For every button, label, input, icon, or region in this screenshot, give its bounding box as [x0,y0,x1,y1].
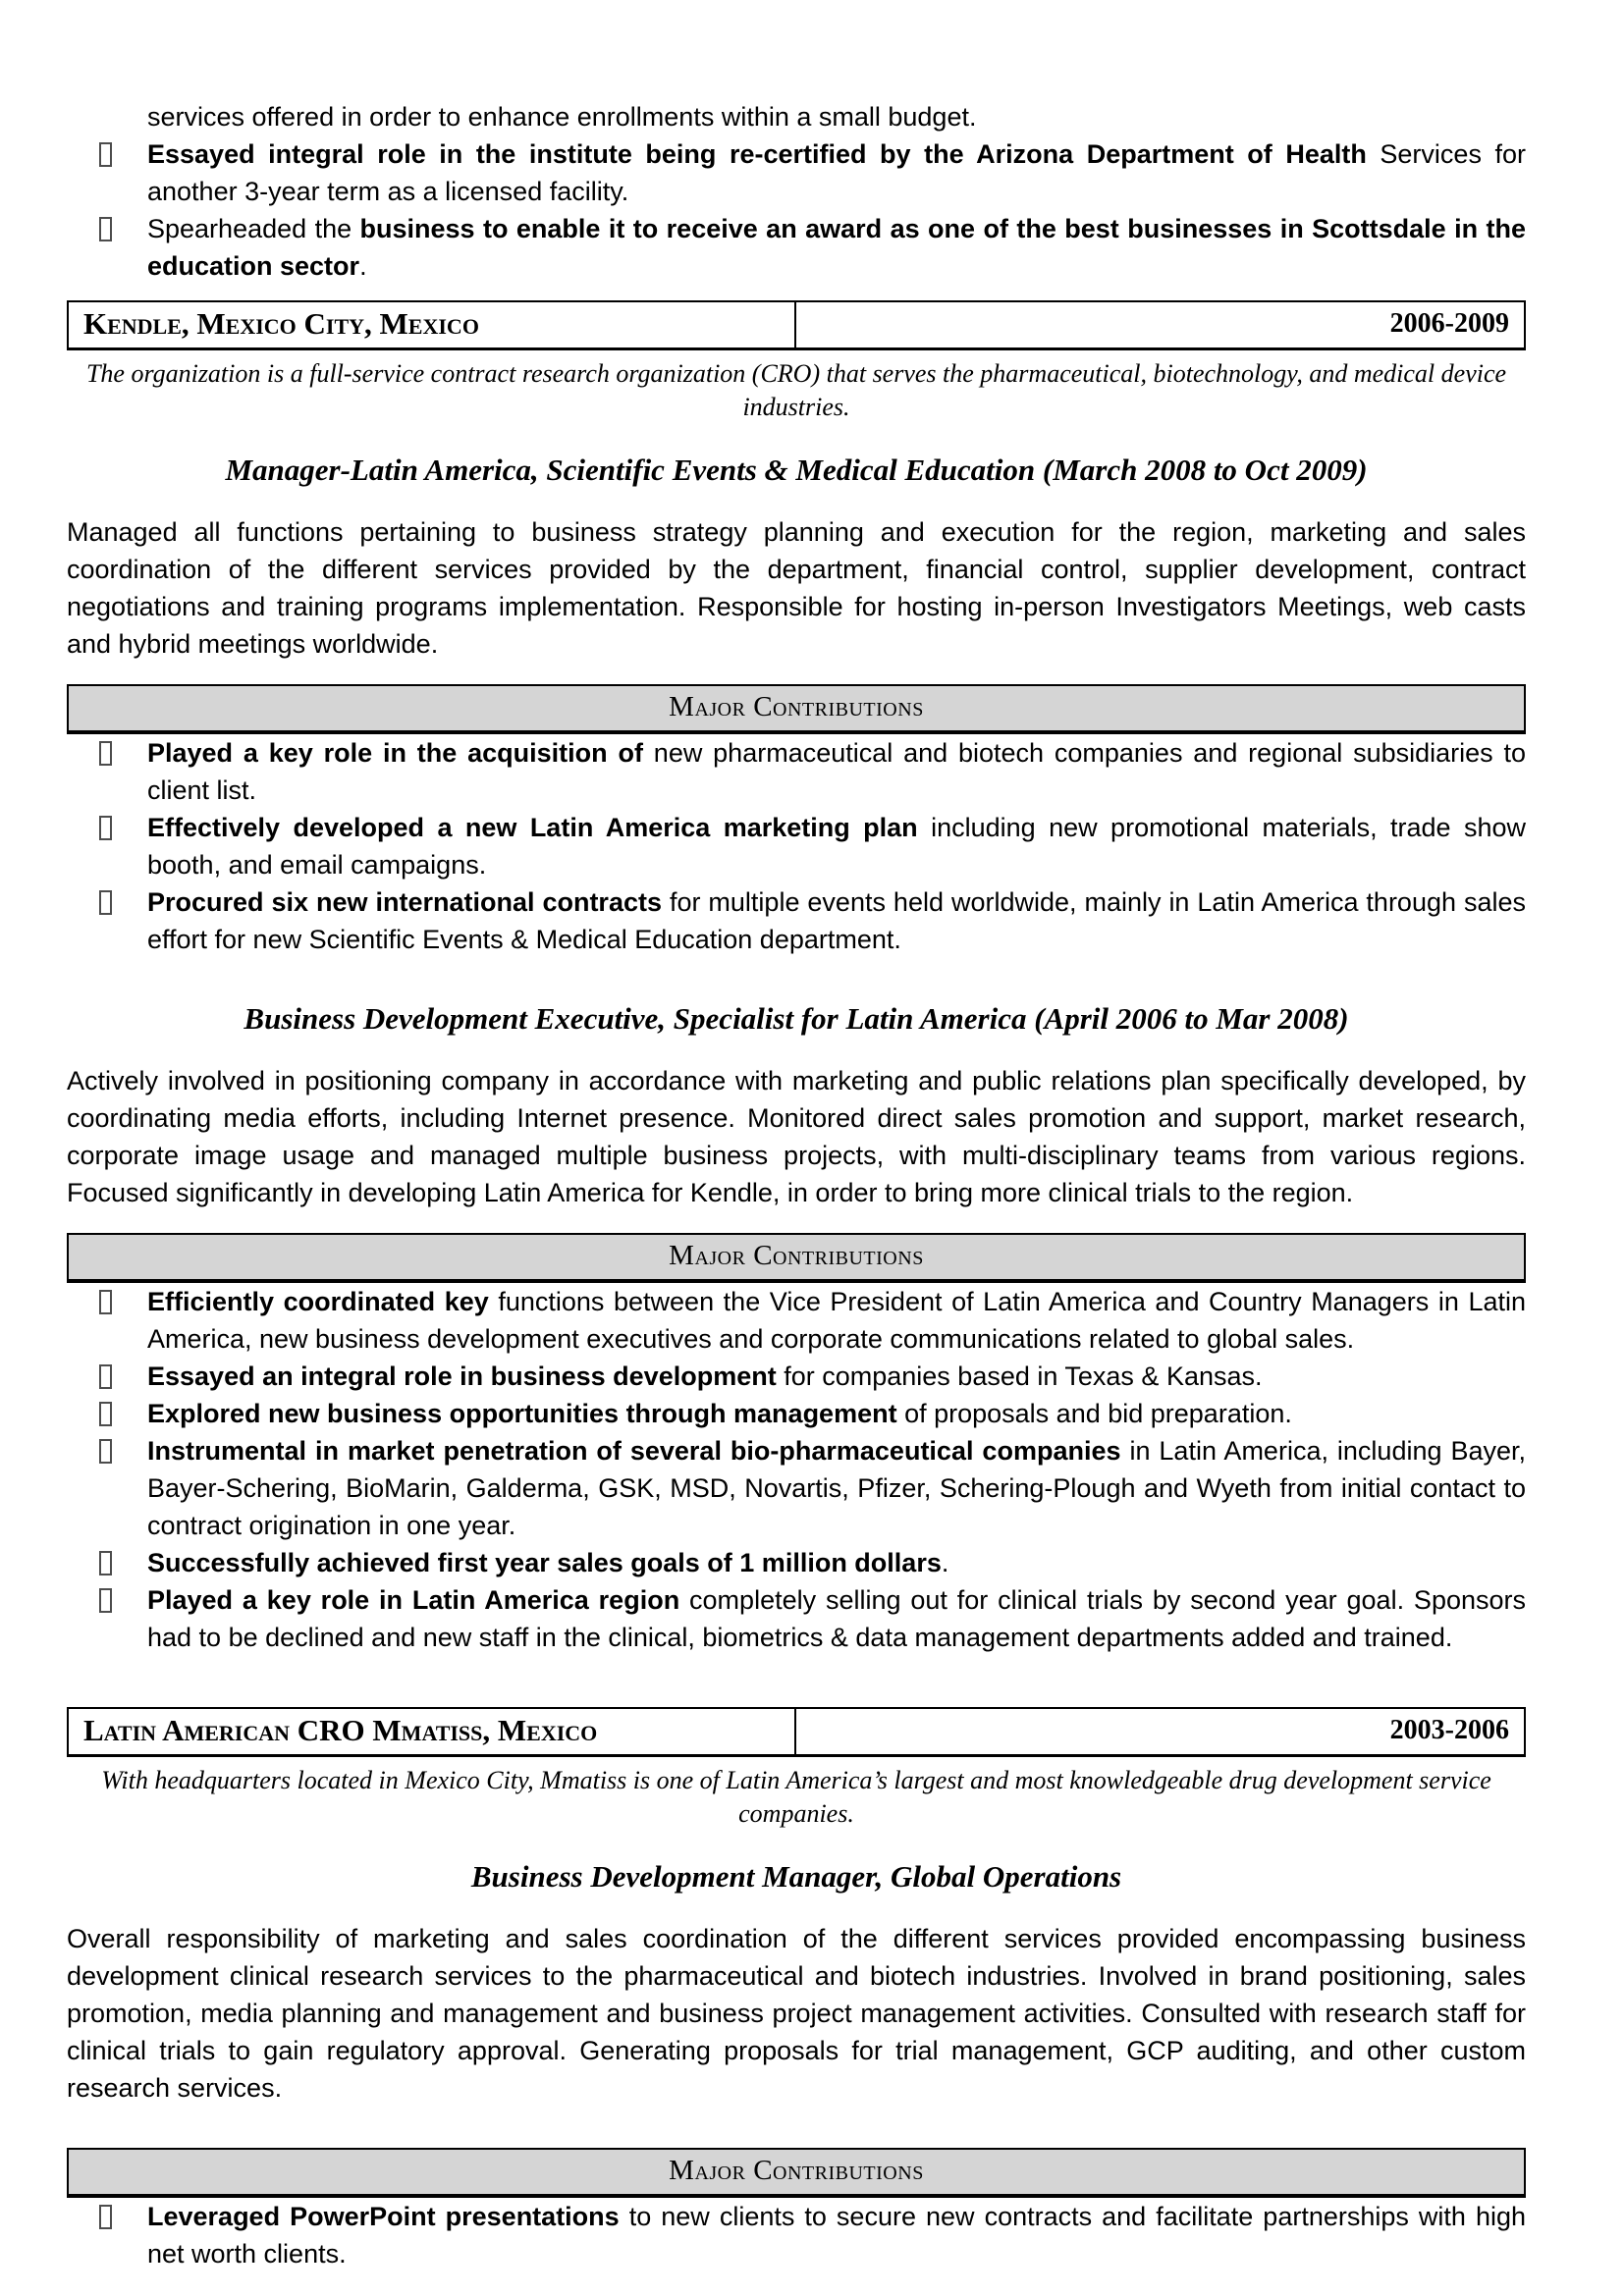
contributions-list [67,2198,1526,2272]
intro-continuation-text: services offered in order to enhance enrollments within a small budget. [147,102,977,132]
role-title: Manager-Latin America, Scientific Events & Medical Education (March 2008 to Oct 2009) [225,453,1368,487]
contributions-header-band [67,1233,1526,1283]
employer-header-table [67,300,1526,350]
bullet-item: Procured six new international contracts for multiple events held worldwide, mainly in Latin America through sales effort for new Scientific Events & Medical Education department. [67,883,1526,958]
contributions-header-band [67,2148,1526,2198]
employer-period: 2006-2009 [1389,308,1509,339]
employer-header-table [67,1707,1526,1757]
contributions-header-label: Major Contributions [669,691,924,722]
bullet-item: Played a key role in Latin America region completely selling out for clinical trials by second year goal. Sponsors had to be declined and new staff in the clinical, biometrics & data management departments added and trained. [67,1581,1526,1656]
contributions-list [67,734,1526,958]
role-title: Business Development Manager, Global Operations [470,1859,1122,1894]
bullet-item: Successfully achieved first year sales goals of 1 million dollars. [67,1544,1526,1581]
bullet-item: Essayed integral role in the institute being re-certified by the Arizona Department of Health Services for another 3-year term as a licensed facility. [67,135,1526,210]
bullet-item: Explored new business opportunities through management of proposals and bid preparation. [67,1395,1526,1432]
employer-name: Kendle, Mexico City, Mexico [69,302,796,347]
employer-description: With headquarters located in Mexico City, Mmatiss is one of Latin America’s largest and most knowledgeable drug development service companies. [101,1766,1491,1828]
bullet-item: Essayed an integral role in business development for companies based in Texas & Kansas. [67,1358,1526,1395]
bullet-item: Leveraged PowerPoint presentations to new clients to secure new contracts and facilitate partnerships with high net worth clients. [67,2198,1526,2272]
bullet-item: Effectively developed a new Latin America marketing plan including new promotional materials, trade show booth, and email campaigns. [67,809,1526,883]
contributions-header-band [67,684,1526,734]
contributions-header-label: Major Contributions [669,2155,924,2186]
contributions-list [67,1283,1526,1656]
role-summary: Actively involved in positioning company in accordance with marketing and public relations plan specifically developed, by coordinating media efforts, including Internet presence. Monitored direct sales promotion and support, market research, corporate image usage and managed multiple business projects, with multi-disciplinary teams from various regions. Focused significantly in developing Latin America for Kendle, in order to bring more clinical trials to the region. [67,1066,1526,1207]
role-title: Business Development Executive, Specialist for Latin America (April 2006 to Mar 2008) [244,1001,1349,1036]
intro-bullet-list [67,135,1526,285]
role-summary: Overall responsibility of marketing and sales coordination of the different services provided encompassing business development clinical research services to the pharmaceutical and biotech industries. Involved in brand positioning, sales promotion, media planning and management and business project management activities. Consulted with research staff for clinical trials to gain regulatory approval. Generating proposals for trial management, GCP auditing, and other custom research services. [67,1924,1526,2103]
role-summary: Managed all functions pertaining to business strategy planning and execution for the region, marketing and sales coordination of the different services provided by the department, financial control, supplier development, contract negotiations and training programs implementation. Responsible for hosting in-person Investigators Meetings, web casts and hybrid meetings worldwide. [67,517,1526,659]
bullet-item: Played a key role in the acquisition of new pharmaceutical and biotech companies and regional subsidiaries to client list. [67,734,1526,809]
bullet-item: Instrumental in market penetration of several bio-pharmaceutical companies in Latin America, including Bayer, Bayer-Schering, BioMarin, Galderma, GSK, MSD, Novartis, Pfizer, Schering-Plough and Wyeth from initial contact to contract origination in one year. [67,1432,1526,1544]
employer-name: Latin American CRO Mmatiss, Mexico [69,1709,796,1754]
contributions-header-label: Major Contributions [669,1240,924,1271]
bullet-item: Efficiently coordinated key functions between the Vice President of Latin America and Country Managers in Latin America, new business development executives and corporate communications related to global sales. [67,1283,1526,1358]
employer-period: 2003-2006 [1389,1715,1509,1745]
bullet-item: Spearheaded the business to enable it to receive an award as one of the best businesses in Scottsdale in the education sector. [67,210,1526,285]
employer-description: The organization is a full-service contract research organization (CRO) that serves the pharmaceutical, biotechnology, and medical device industries. [85,359,1507,421]
